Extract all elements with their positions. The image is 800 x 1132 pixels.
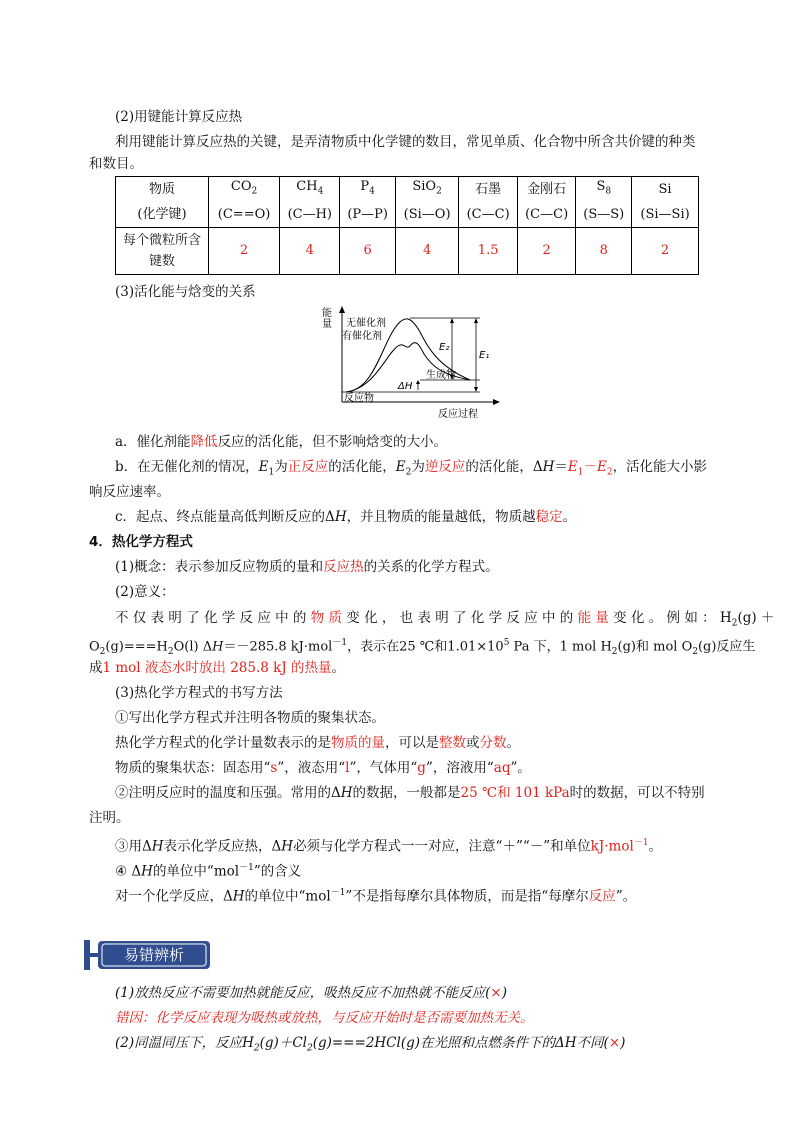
error-item-1: (1)放热反应不需要加热就能反应，吸热反应不加热就不能反应(×) xyxy=(115,985,507,1001)
y-axis-label: 量 xyxy=(322,319,332,330)
paragraph: 热化学方程式的化学计量数表示的是物质的量，可以是整数或分数。 xyxy=(115,735,520,751)
e1-label: E₁ xyxy=(479,350,490,361)
table-header-cell: (S—S) xyxy=(576,202,632,228)
table-cell: 6 xyxy=(340,228,395,275)
reactant-label: 反应物 xyxy=(344,393,374,404)
paragraph: 成1 mol 液态水时放出 285.8 kJ 的热量。 xyxy=(89,660,346,676)
paragraph: ②注明反应时的温度和压强。常用的ΔH的数据，一般都是25 ℃和 101 kPa时的数据，可以不特别 xyxy=(115,785,705,801)
table-row-label: 每个微粒所含 键数 xyxy=(116,228,209,275)
paragraph: ①写出化学方程式并注明各物质的聚集状态。 xyxy=(115,710,385,726)
bond-count-table xyxy=(115,176,699,275)
paragraph: 不 仅 表 明 了 化 学 反 应 中 的 物 质 变 化 ， 也 表 明 了 化 学 反 应 中 的 能 量 变 化 。 例 如 ： $H_2(g)$ ＋ xyxy=(115,610,775,629)
point-c: c．起点、终点能量高低判断反应的ΔH，并且物质的能量越低，物质越稳定。 xyxy=(115,509,577,525)
table-header-cell: (Si—O) xyxy=(395,202,459,228)
table-header-cell: (C—C) xyxy=(517,202,576,228)
table-header-cell: $CH_4$ xyxy=(280,177,340,203)
table-header-cell: 金刚石 xyxy=(517,177,576,203)
error-item-1-note: 错因：化学反应表现为吸热或放热，与反应开始时是否需要加热无关。 xyxy=(115,1010,534,1026)
table-cell: 8 xyxy=(576,228,632,275)
point-b-cont: 响反应速率。 xyxy=(89,484,170,500)
table-header-cell: $CO_2$ xyxy=(209,177,280,203)
paragraph: ④ ΔH的单位中“mol$^{-1}$”的含义 xyxy=(115,863,302,880)
paragraph: (1)概念：表示参加反应物质的量和反应热的关系的化学方程式。 xyxy=(115,559,499,575)
table-header-cell: (C==O) xyxy=(209,202,280,228)
table-header-cell: (化学键) xyxy=(116,202,209,228)
y-axis-arrow xyxy=(339,306,345,313)
table-cell: 2 xyxy=(517,228,576,275)
y-axis-label: 能 xyxy=(322,308,332,319)
point-a: a．催化剂能降低反应的活化能，但不影响焓变的大小。 xyxy=(115,434,448,450)
table-header-cell: $P_4$ xyxy=(340,177,395,203)
paragraph: 利用键能计算反应热的关键，是弄清物质中化学键的数目，常见单质、化合物中所含共价键的种类 xyxy=(115,134,696,150)
table-header-cell: $S_8$ xyxy=(576,177,632,203)
x-axis-label: 反应过程 xyxy=(438,409,478,420)
table-header-cell: SiO$_2$ xyxy=(395,177,459,203)
table-row xyxy=(116,228,699,275)
table-header-cell: (P—P) xyxy=(340,202,395,228)
point-b: b．在无催化剂的情况，$E_1$为正反应的活化能，$E_2$为逆反应的活化能，$\Delta H=E_1-E_2$，活化能大小影 xyxy=(115,459,708,478)
table-cell: 1.5 xyxy=(459,228,518,275)
paragraph: (2)意义： xyxy=(115,584,175,600)
table-header-cell: 物质 xyxy=(116,177,209,203)
paragraph: $O_2(g)===H_2O(l)$ ΔH＝－285.8 kJ·mol$^{-1}$，表示在25 ℃和$1.01\times 10^5$ Pa 下，1 mol $H_2(g)$和 mol $O_2(g)$反应生 xyxy=(89,638,756,657)
table-cell: 2 xyxy=(209,228,280,275)
x-axis-arrow xyxy=(493,399,500,405)
section-heading-4: 4．热化学方程式 xyxy=(89,534,193,550)
e2-label: E₂ xyxy=(439,342,450,353)
table-row xyxy=(116,177,699,203)
energy-diagram xyxy=(320,302,500,420)
table-header-cell: Si xyxy=(632,177,699,203)
table-header-cell: (C—C) xyxy=(459,202,518,228)
table-cell: 4 xyxy=(395,228,459,275)
section-heading-2: (2)用键能计算反应热 xyxy=(115,109,243,125)
table-cell: 4 xyxy=(280,228,340,275)
paragraph: 对一个化学反应，ΔH的单位中“mol$^{-1}$”不是指每摩尔具体物质，而是指“每摩尔反应”。 xyxy=(115,888,637,905)
table-header-cell: 石墨 xyxy=(459,177,518,203)
paragraph: ③用ΔH表示化学反应热，ΔH必须与化学方程式一一对应，注意“＋”“－”和单位kJ·mol$^{-1}$。 xyxy=(115,838,663,855)
table-cell: 2 xyxy=(632,228,699,275)
table-header-cell: (C—H) xyxy=(280,202,340,228)
error-item-2: (2)同温同压下，反应$H_2(g)+Cl_2(g)===2HCl(g)$在光照和点燃条件下的ΔH不同(×) xyxy=(115,1035,626,1054)
table-row xyxy=(116,202,699,228)
paragraph: (3)热化学方程式的书写方法 xyxy=(115,685,283,701)
error-analysis-tag xyxy=(84,940,210,970)
table-header-cell: (Si—Si) xyxy=(632,202,699,228)
no-catalyst-label: 无催化剂 xyxy=(346,318,386,329)
paragraph: 和数目。 xyxy=(89,156,143,172)
section-heading-3: (3)活化能与焓变的关系 xyxy=(115,284,256,300)
error-analysis-tag-label: 易错辨析 xyxy=(123,946,185,964)
paragraph: 注明。 xyxy=(89,810,130,826)
paragraph: 物质的聚集状态：固态用“s”，液态用“l”，气体用“g”，溶液用“aq”。 xyxy=(115,760,531,776)
delta-h-label: ΔH xyxy=(398,381,413,392)
with-catalyst-label: 有催化剂 xyxy=(342,331,382,342)
product-label: 生成物 xyxy=(426,370,456,381)
